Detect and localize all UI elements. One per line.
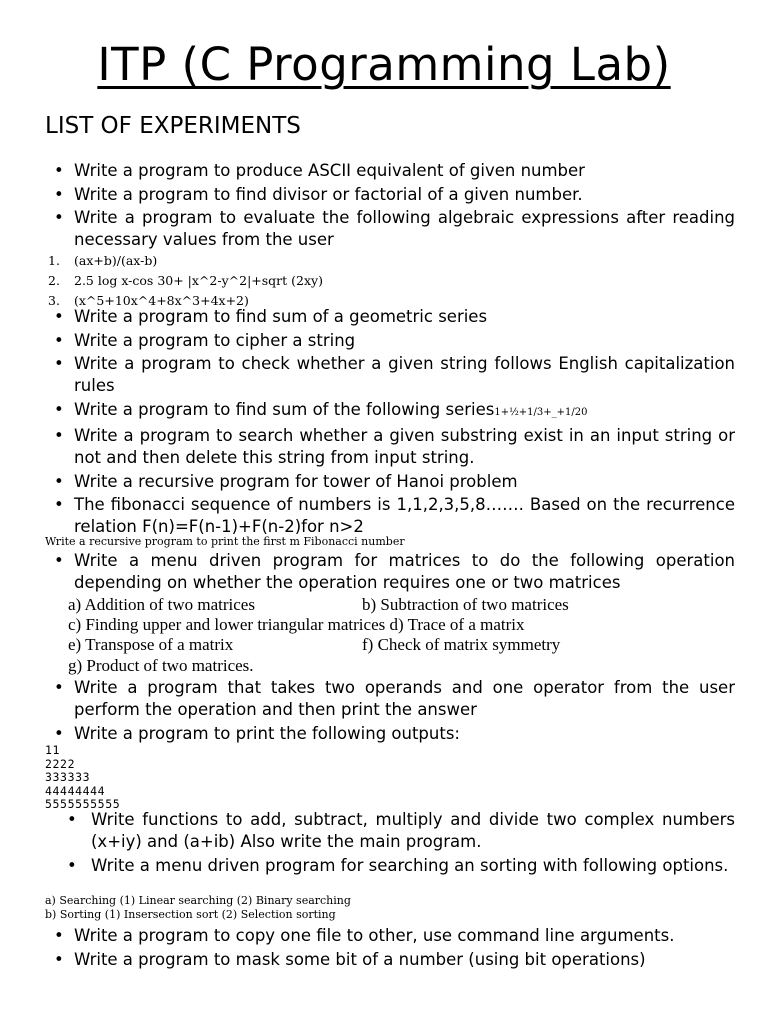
list-item: • Write a program to check whether a given string follows English capitalization rules (45, 353, 735, 397)
list-item: • Write a program to find sum of the following series1+½+1/3+_+1/20 (45, 399, 735, 424)
experiment-list-2 (45, 306, 735, 540)
bullet: • (54, 723, 64, 743)
bullet: • (54, 426, 64, 445)
experiment-list-3 (45, 550, 735, 596)
list-item: • Write a program that takes two operands and one operator from the user perform the operation and then print the answer (45, 677, 735, 721)
search-option-b: b) Sorting (1) Insersection sort (2) Selection sorting (45, 908, 336, 921)
expression-item: 2. 2.5 log x-cos 30+ |x^2-y^2|+sqrt (2xy) (48, 273, 323, 288)
list-item: • Write a program to search whether a given substring exist in an input string or not and then delete this string from input string. (45, 425, 735, 469)
list-item: • Write a program to copy one file to other, use command line arguments. (45, 925, 735, 947)
matrix-op-f: f) Check of matrix symmetry (362, 635, 561, 654)
bullet: • (54, 307, 64, 326)
series-formula: 1+½+1/3+_+1/20 (494, 406, 588, 418)
bullet: • (54, 184, 64, 204)
bullet: • (54, 495, 64, 514)
matrix-op-e: e) Transpose of a matrix (68, 635, 234, 654)
output-pattern (45, 744, 735, 812)
list-item: • Write a program to evaluate the following algebraic expressions after reading necessary values from the user (45, 207, 735, 251)
bullet: • (54, 330, 64, 350)
section-heading: LIST OF EXPERIMENTS (45, 113, 301, 139)
list-item: • Write a program to produce ASCII equivalent of given number (45, 160, 735, 182)
experiment-list-1 (45, 160, 735, 253)
expression-list (45, 251, 735, 311)
experiment-list-6 (45, 925, 735, 972)
matrix-op-a: a) Addition of two matrices (68, 595, 255, 614)
output-line: 5555555555 (45, 797, 121, 811)
bullet: • (67, 810, 77, 829)
bullet: • (54, 678, 64, 697)
bullet: • (54, 926, 64, 945)
list-item: • Write a program to mask some bit of a number (using bit operations) (45, 949, 735, 971)
bullet: • (54, 949, 64, 969)
list-item: • Write a menu driven program for matrices to do the following operation depending on whether the operation requires one or two matrices (45, 550, 735, 594)
list-item: • Write a program to cipher a string (45, 330, 735, 352)
output-line: 333333 (45, 770, 91, 784)
fibonacci-note: Write a recursive program to print the first m Fibonacci number (45, 535, 405, 548)
bullet: • (54, 399, 64, 419)
bullet: • (54, 161, 64, 180)
expression-item: 3. (x^5+10x^4+8x^3+4x+2) (48, 293, 249, 308)
matrix-op-b: b) Subtraction of two matrices (362, 595, 569, 614)
list-item: • Write a program to find sum of a geometric series (45, 306, 735, 328)
bullet: • (67, 855, 77, 875)
list-item: • The fibonacci sequence of numbers is 1,1,2,3,5,8……. Based on the recurrence relation F(n)=F(n-1)+F(n-2)for n>2 (45, 494, 735, 538)
list-item: • Write a program to print the following outputs: (45, 723, 735, 745)
matrix-op-cd: c) Finding upper and lower triangular matrices d) Trace of a matrix (68, 615, 525, 634)
output-line: 11 (45, 743, 61, 757)
output-line: 2222 (45, 756, 76, 771)
experiment-list-4 (45, 677, 735, 746)
bullet: • (54, 208, 64, 227)
list-item: • Write a recursive program for tower of Hanoi problem (45, 471, 735, 493)
bullet: • (54, 354, 64, 373)
expression-item: 1. (ax+b)/(ax-b) (48, 253, 158, 268)
list-item: • Write functions to add, subtract, multiply and divide two complex numbers (x+iy) and (a+ib) Also write the main program. (45, 809, 735, 853)
matrix-op-g: g) Product of two matrices. (68, 656, 254, 675)
search-options (45, 894, 735, 922)
search-option-a: a) Searching (1) Linear searching (2) Binary searching (45, 894, 351, 907)
list-item: • Write a menu driven program for searching an sorting with following options. (45, 855, 735, 877)
bullet: • (54, 471, 64, 491)
list-item: • Write a program to find divisor or factorial of a given number. (45, 184, 735, 206)
bullet: • (54, 551, 64, 570)
output-line: 44444444 (45, 783, 106, 798)
experiment-list-5 (45, 809, 735, 878)
page-title: ITP (C Programming Lab) (97, 38, 671, 91)
